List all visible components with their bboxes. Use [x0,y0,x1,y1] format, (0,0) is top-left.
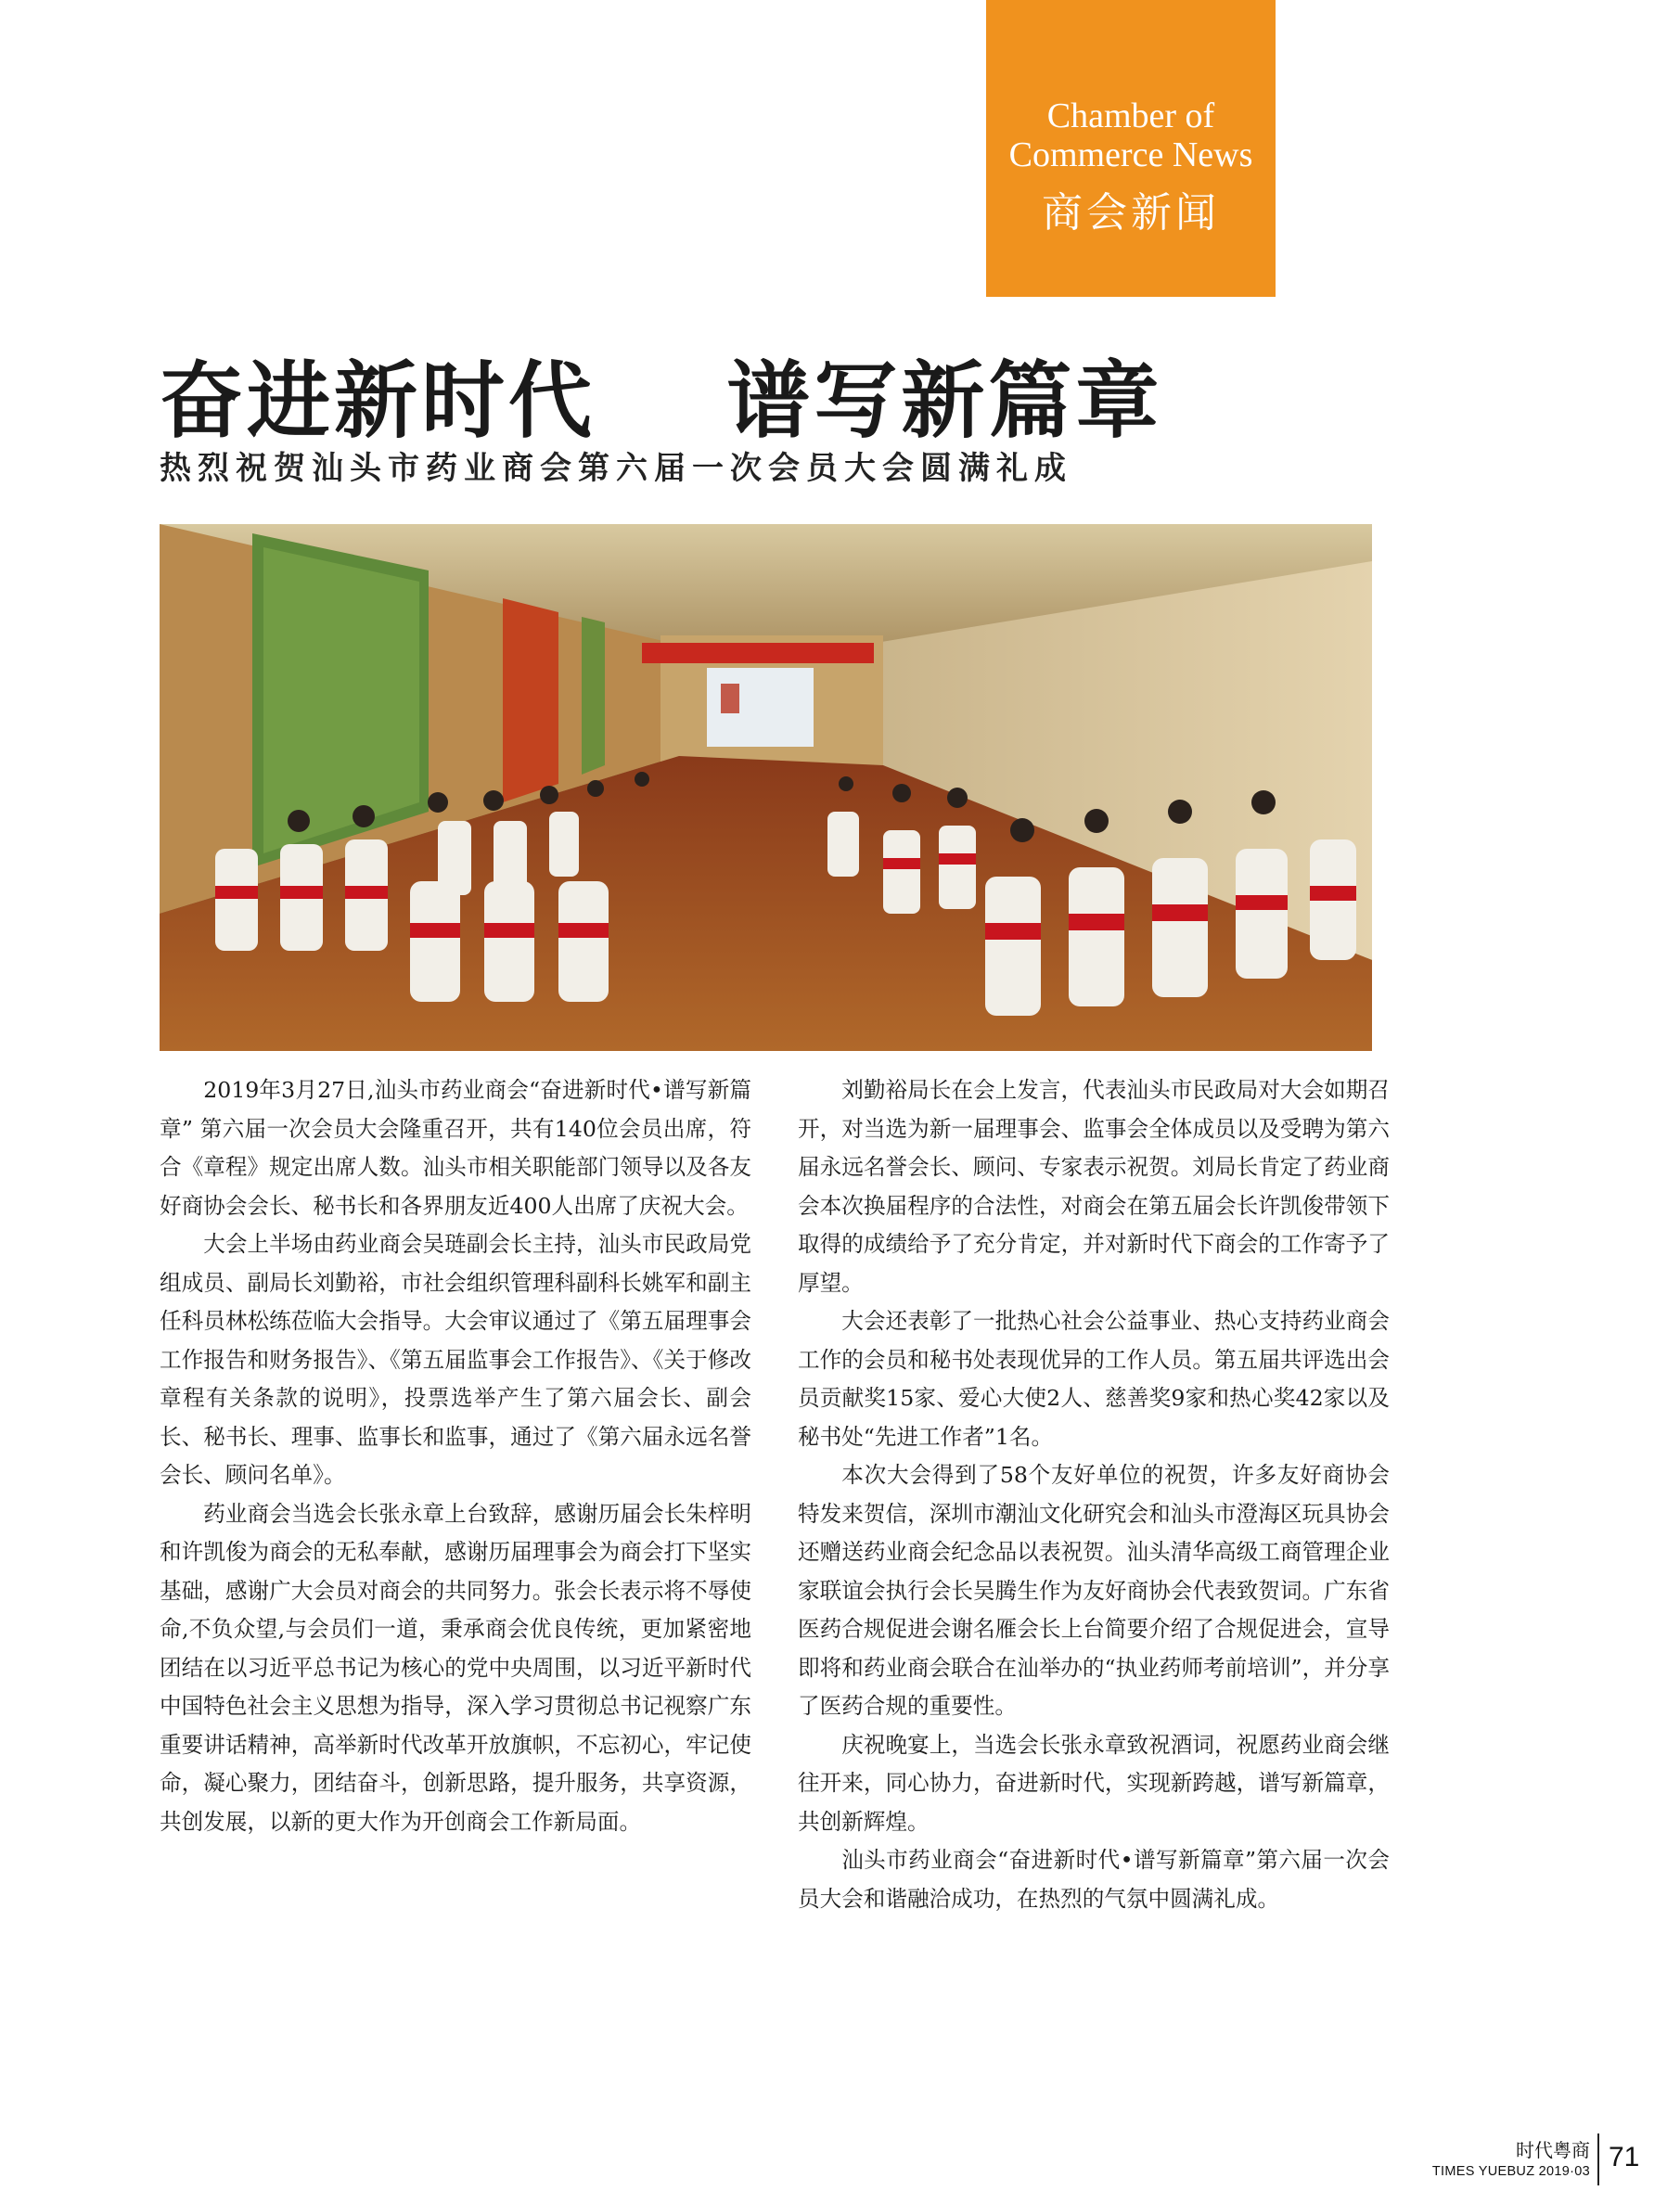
article-right-column [798,1071,1390,1918]
article-paragraph: 庆祝晚宴上，当选会长张永章致祝酒词，祝愿药业商会继往开来，同心协力，奋进新时代，实现新跨越，谱写新篇章，共创新辉煌。 [798,1731,1390,1835]
conference-hall-illustration [160,524,1372,1051]
article-left-column [160,1071,751,1841]
article-title: 奋进新时代 谱写新篇章 [160,352,1163,450]
article-paragraph: 大会上半场由药业商会吴琏副会长主持，汕头市民政局党组成员、副局长刘勤裕，市社会组织管理科副科长姚军和副主任科员林松练莅临大会指导。大会审议通过了《第五届理事会工作报告和财务报告》、《第五届监事会工作报告》、《关于修改章程有关条款的说明》，投票选举产生了第六届会长、副会长、秘书长、理事、监事长和监事，通过了《第六届永远名誉会长、顾问名单》。 [160,1231,751,1488]
footer-divider [1597,2133,1599,2185]
article-paragraph: 大会还表彰了一批热心社会公益事业、热心支持药业商会工作的会员和秘书处表现优异的工作人员。第五届共评选出会员贡献奖15家、爱心大使2人、慈善奖9家和热心奖42家以及秘书处“先进工作者”1名。 [798,1308,1390,1450]
publication-name-en: TIMES YUEBUZ 2019·03 [1431,2164,1590,2179]
page-number: 71 [1609,2142,1640,2172]
section-tab [986,0,1276,297]
section-title-en-line2: Commerce News [1008,135,1253,174]
article-subtitle: 热烈祝贺汕头市药业商会第六届一次会员大会圆满礼成 [160,450,1072,487]
article-paragraph: 2019年3月27日,汕头市药业商会“奋进新时代•谱写新篇章” 第六届一次会员大会隆重召开，共有140位会员出席，符合《章程》规定出席人数。汕头市相关职能部门领导以及各友好商协会会长、秘书长和各界朋友近400人出席了庆祝大会。 [160,1077,751,1219]
article-paragraph: 汕头市药业商会“奋进新时代•谱写新篇章”第六届一次会员大会和谐融洽成功，在热烈的气氛中圆满礼成。 [798,1847,1390,1912]
article-paragraph: 刘勤裕局长在会上发言，代表汕头市民政局对大会如期召开，对当选为新一届理事会、监事会全体成员以及受聘为第六届永远名誉会长、顾问、专家表示祝贺。刘局长肯定了药业商会本次换届程序的合法性，对商会在第五届会长许凯俊带领下取得的成绩给予了充分肯定，并对新时代下商会的工作寄予了厚望。 [798,1077,1390,1296]
publication-name-zh: 时代粤商 [1516,2139,1590,2161]
article-paragraph: 本次大会得到了58个友好单位的祝贺，许多友好商协会特发来贺信，深圳市潮汕文化研究会和汕头市澄海区玩具协会还赠送药业商会纪念品以表祝贺。汕头清华高级工商管理企业家联谊会执行会长吴腾生作为友好商协会代表致贺词。广东省医药合规促进会谢名雁会长上台简要介绍了合规促进会，宣导即将和药业商会联合在汕举办的“执业药师考前培训”，并分享了医药合规的重要性。 [798,1462,1390,1719]
section-title-zh: 商会新闻 [1042,189,1220,237]
section-title-en-line1: Chamber of [1046,96,1215,135]
article-paragraph: 药业商会当选会长张永章上台致辞，感谢历届会长朱梓明和许凯俊为商会的无私奉献，感谢历届理事会为商会打下坚实基础，感谢广大会员对商会的共同努力。张会长表示将不辱使命,不负众望,与会员们一道，秉承商会优良传统，更加紧密地团结在以习近平总书记为核心的党中央周围，以习近平新时代中国特色社会主义思想为指导，深入学习贯彻总书记视察广东重要讲话精神，高举新时代改革开放旗帜，不忘初心，牢记使命，凝心聚力，团结奋斗，创新思路，提升服务，共享资源，共创发展，以新的更大作为开创商会工作新局面。 [160,1500,751,1835]
conference-hall-photo [160,524,1372,1051]
